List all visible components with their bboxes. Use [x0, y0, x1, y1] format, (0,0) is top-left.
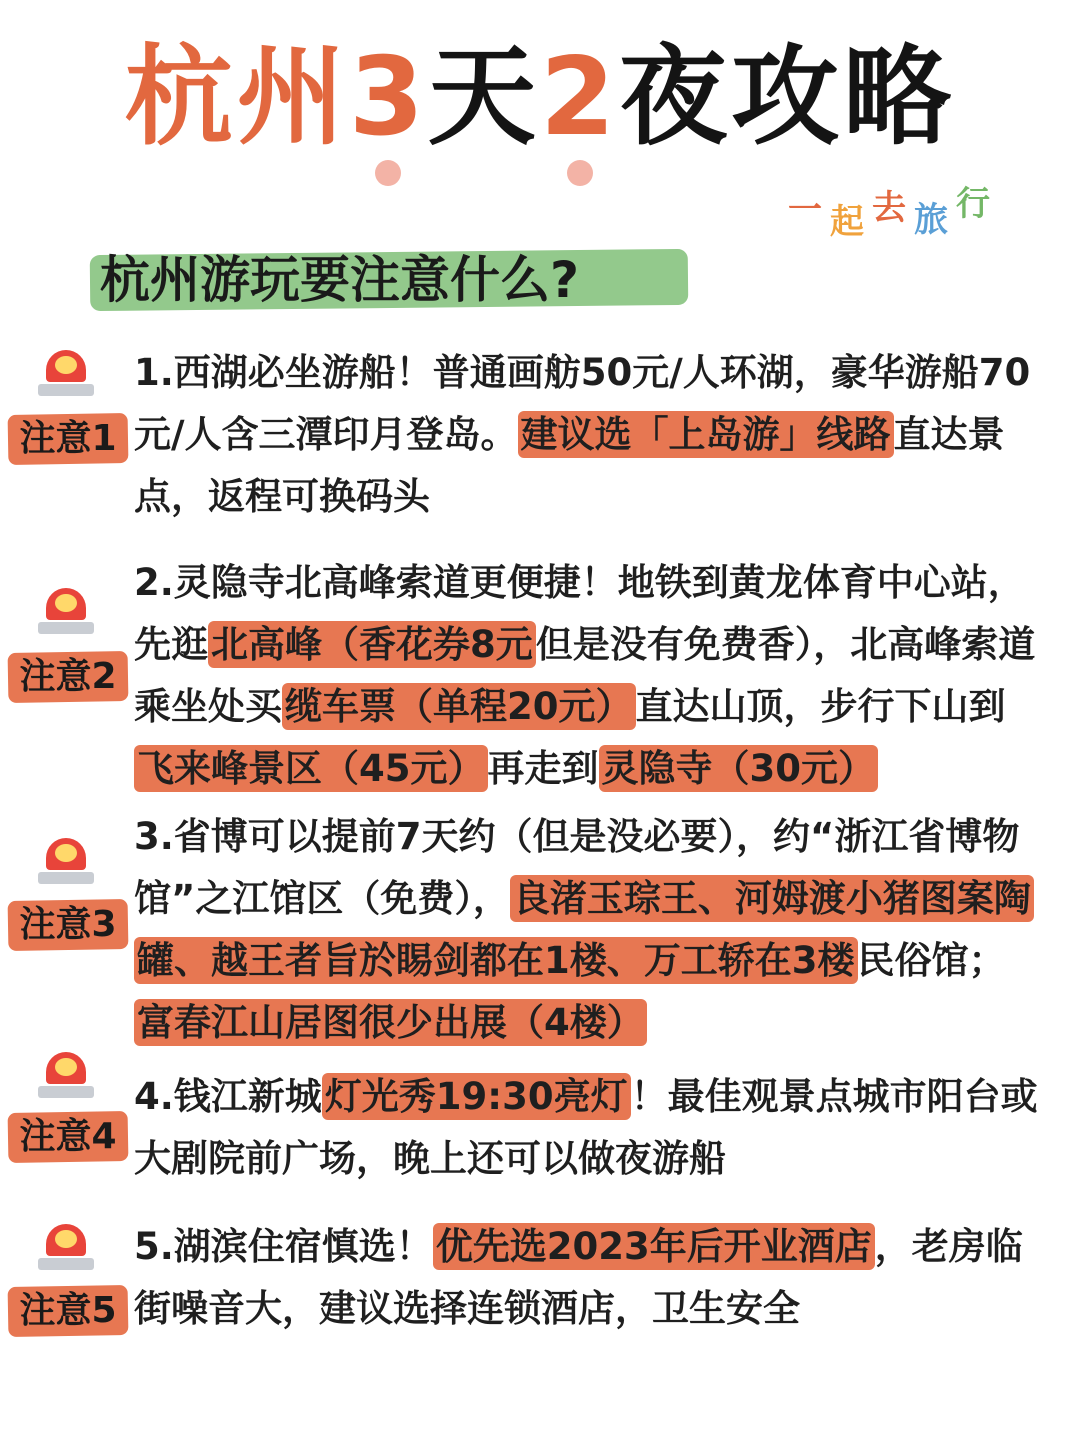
- note-item-1: [134, 342, 1039, 528]
- note-badge-3: 注意3: [8, 900, 128, 950]
- siren-icon: [36, 1050, 96, 1102]
- note-text: 4.钱江新城: [134, 1075, 322, 1118]
- note-text: 再走到: [487, 747, 599, 790]
- title-part-5: 夜攻略: [619, 35, 956, 160]
- tagline-char: 去: [872, 188, 906, 228]
- title-number-2: 2: [540, 28, 619, 168]
- tagline-char: 起: [830, 202, 864, 242]
- note-text: ，老房临街噪音大，建议选择连锁酒店，卫生安全: [134, 1225, 1023, 1330]
- note-text: 3.省博可以提前7天约（但是没必要），约“浙江省博物馆”之江馆区（免费），: [134, 815, 1020, 920]
- note-item-4: [134, 1066, 1039, 1190]
- section-heading-text: 杭州游玩要注意什么?: [100, 251, 580, 309]
- note-text: 5.湖滨住宿慎选！: [134, 1225, 433, 1268]
- note-text: 直达山顶，步行下山到: [635, 685, 1006, 728]
- note-text: 但是没有免费香），北高峰索道乘坐处买: [134, 623, 1036, 728]
- note-highlight: 良渚玉琮王、河姆渡小猪图案陶罐、越王者旨於睗剑都在1楼、万工轿在3楼: [134, 875, 1034, 984]
- note-badge-1: 注意1: [8, 414, 128, 464]
- title-part-1: 杭州: [124, 35, 349, 160]
- note-highlight: 飞来峰景区（45元）: [134, 745, 488, 792]
- section-heading: [90, 244, 690, 316]
- page-title: [0, 28, 1080, 168]
- note-highlight: 优先选2023年后开业酒店: [433, 1223, 875, 1270]
- note-text: 民俗馆；: [857, 939, 1006, 982]
- note-text: 2.灵隐寺北高峰索道更便捷！地铁到黄龙体育中心站，先逛: [134, 561, 1025, 666]
- note-highlight: 富春江山居图很少出展（4楼）: [134, 999, 647, 1046]
- note-highlight: 建议选「上岛游」线路: [518, 411, 894, 458]
- title-part-3: 天: [427, 35, 540, 160]
- tagline-char: 行: [956, 184, 990, 224]
- note-highlight: 灵隐寺（30元）: [599, 745, 879, 792]
- siren-icon: [36, 836, 96, 888]
- note-badge-4: 注意4: [8, 1112, 128, 1162]
- note-text: ！最佳观景点城市阳台或大剧院前广场，晚上还可以做夜游船: [134, 1075, 1038, 1180]
- note-highlight: 缆车票（单程20元）: [282, 683, 636, 730]
- title-dot-decoration: [375, 160, 401, 186]
- note-item-3: [134, 806, 1039, 1054]
- tagline-char: 一: [788, 190, 822, 230]
- note-highlight: 灯光秀19:30亮灯: [322, 1073, 631, 1120]
- note-item-2: [134, 552, 1039, 800]
- tagline-decoration: [780, 168, 1040, 242]
- siren-icon: [36, 1222, 96, 1274]
- note-item-5: [134, 1216, 1039, 1340]
- title-dot-decoration: [567, 160, 593, 186]
- note-text: 直达景点，返程可换码头: [134, 413, 1005, 518]
- title-number-3: 3: [349, 28, 428, 168]
- note-badge-2: 注意2: [8, 652, 128, 702]
- tagline-char: 旅: [914, 200, 948, 240]
- note-text: 1.西湖必坐游船！普通画舫50元/人环湖，豪华游船70元/人含三潭印月登岛。: [134, 351, 1031, 456]
- siren-icon: [36, 586, 96, 638]
- siren-icon: [36, 348, 96, 400]
- note-badge-5: 注意5: [8, 1286, 128, 1336]
- note-highlight: 北高峰（香花券8元: [208, 621, 536, 668]
